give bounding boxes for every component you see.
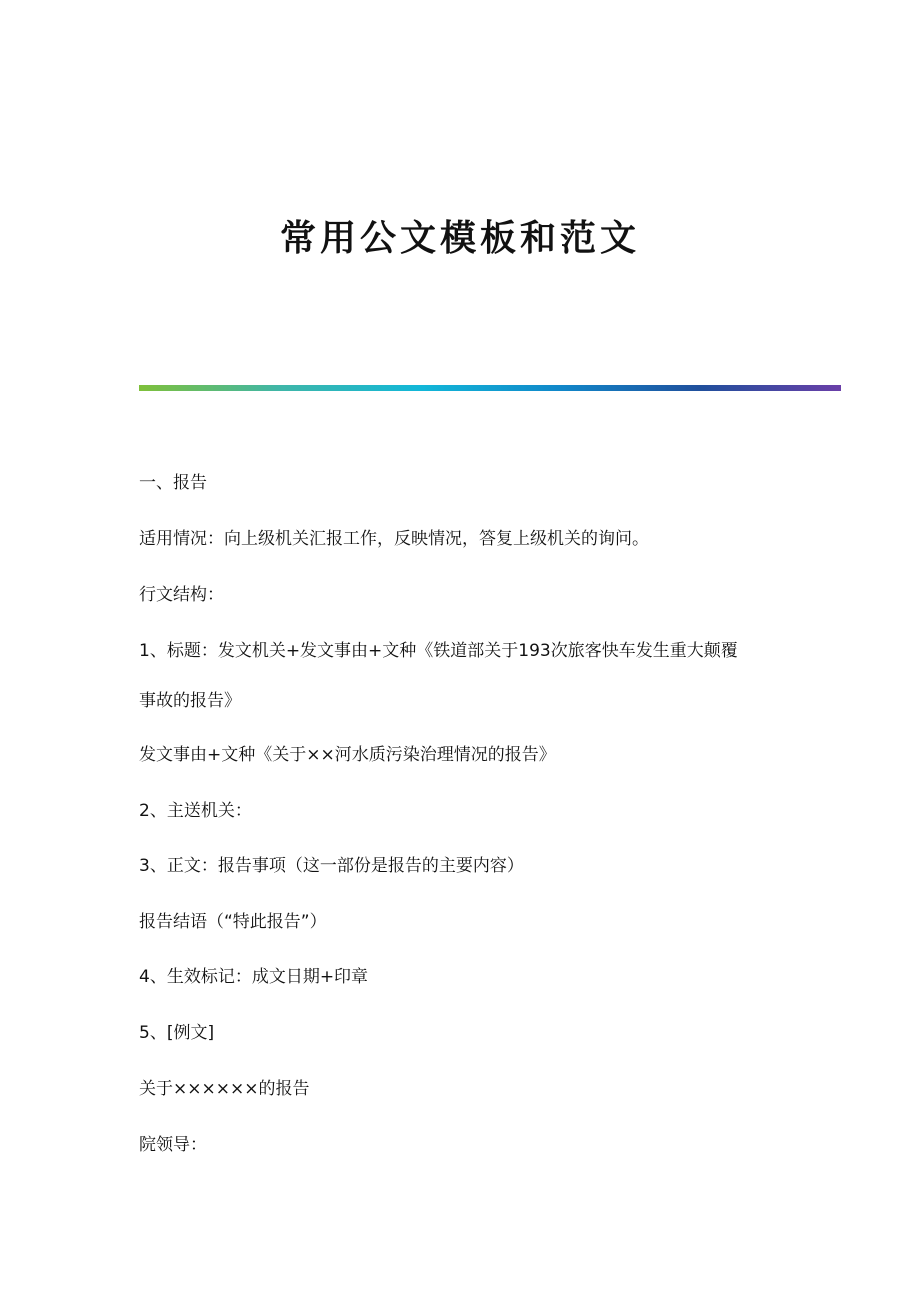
body-line: 适用情况：向上级机关汇报工作，反映情况，答复上级机关的询问。 [139, 529, 649, 549]
document-title: 常用公文模板和范文 [279, 217, 640, 259]
body-line: 报告结语（“特此报告”） [139, 912, 327, 932]
body-line: 4、生效标记：成文日期+印章 [139, 967, 369, 987]
body-line: 1、标题：发文机关+发文事由+文种《铁道部关于193次旅客快车发生重大颠覆 [139, 641, 738, 661]
body-line: 2、主送机关： [139, 801, 252, 821]
body-line: 事故的报告》 [139, 691, 241, 711]
body-line: 行文结构： [139, 585, 224, 605]
title-divider [139, 385, 841, 391]
section-heading: 一、报告 [139, 473, 207, 493]
body-line: 3、正文：报告事项（这一部份是报告的主要内容） [139, 856, 524, 876]
body-line: 关于××××××的报告 [139, 1079, 310, 1099]
body-line: 5、[例文] [139, 1023, 215, 1043]
body-line: 院领导： [139, 1135, 207, 1155]
body-line: 发文事由+文种《关于××河水质污染治理情况的报告》 [139, 745, 556, 765]
